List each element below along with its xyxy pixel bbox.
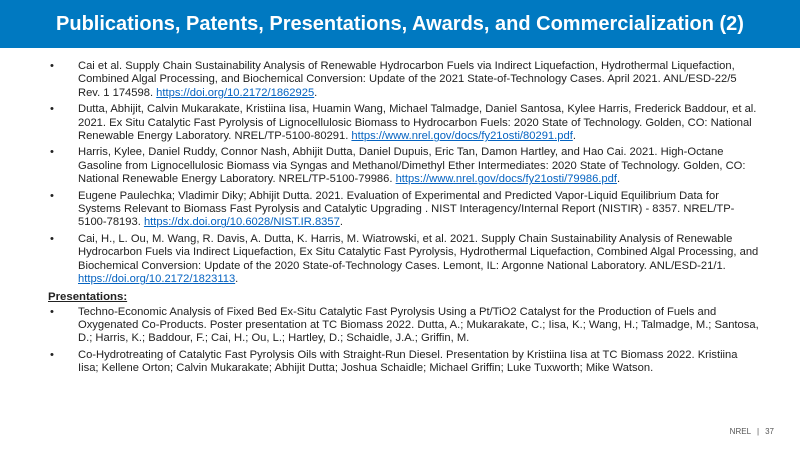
bullet-icon: • <box>50 146 54 159</box>
publication-item <box>48 60 760 100</box>
publication-text: Harris, Kylee, Daniel Ruddy, Connor Nash, Abhijit Dutta, Daniel Dupuis, Eric Tan, Damon Hartley, and Hao Cai. 2021. High-Octane Gasoline from Lignocellulosic Biomass via Syngas and Methanol/Dimethyl Ether Intermediates: 2020 State of Technology. Golden, CO: National Renewable Energy Laboratory. NREL/TP-5100-79986. <box>78 146 746 186</box>
publication-item <box>48 103 760 143</box>
presentation-text: Techno-Economic Analysis of Fixed Bed Ex-Situ Catalytic Fast Pyrolysis Using a Pt/TiO2 Catalyst for the Production of Fuels and Oxygenated Co-Products. Poster presentation at TC Biomass 2022. Dutta, A.; Mukarakate, C.; Iisa, K.; Wang, H.; Talmadge, M.; Santosa, D.; Harris, K.; Baddour, F.; Cai, H.; Ou, L.; Hartley, D.; Schaidle, J.A.; Griffin, M. <box>78 305 759 345</box>
bullet-icon: • <box>50 232 54 245</box>
publication-text: Eugene Paulechka; Vladimir Diky; Abhijit Dutta. 2021. Evaluation of Experimental and Predicted Vapor-Liquid Equilibrium Data for Systems Relevant to Biomass Fast Pyrolysis and Catalytic Upgrading . NIST Interagency/Internal Report (NISTIR) - 8357. NREL/TP-5100-78193. <box>78 189 735 229</box>
publication-link[interactable]: https://doi.org/10.2172/1823113 <box>78 273 236 286</box>
title-bar <box>0 0 800 48</box>
presentations-heading: Presentations: <box>48 290 128 303</box>
publication-suffix: . <box>616 173 621 186</box>
publication-suffix: . <box>314 86 318 99</box>
presentation-item <box>48 306 760 346</box>
publication-link[interactable]: https://dx.doi.org/10.6028/NIST.IR.8357 <box>143 216 340 229</box>
slide-title: Publications, Patents, Presentations, Awards, and Commercialization (2) <box>56 13 744 35</box>
page-number: 37 <box>765 427 774 436</box>
bullet-icon: • <box>50 60 54 72</box>
publication-suffix: . <box>572 130 576 143</box>
presentation-text: Co-Hydrotreating of Catalytic Fast Pyrolysis Oils with Straight-Run Diesel. Presentation by Kristiina Iisa at TC Biomass 2022. Kristiina Iisa; Kellene Orton; Calvin Mukarakate; Abhijit Dutta; Joshua Schaidle; Michael Griffin; Luke Tuxworth; Mike Watson. <box>78 348 738 375</box>
publications-list <box>48 60 760 287</box>
publication-text: Dutta, Abhijit, Calvin Mukarakate, Kristiina Iisa, Huamin Wang, Michael Talmadge, Daniel Santosa, Kylee Harris, Frederick Baddour, et al. 2021. Ex Situ Catalytic Fast Pyrolysis of Lignocellulosic Biomass to Hydrocarbon Fuels: 2020 State of Technology. Golden, CO: National Renewable Energy Laboratory. NREL/TP-5100-80291. <box>78 103 757 143</box>
footer-org: NREL <box>729 427 752 436</box>
presentations-list <box>48 306 760 376</box>
bullet-icon: • <box>50 103 54 116</box>
slide-content <box>48 60 760 379</box>
publication-text: Cai et al. Supply Chain Sustainability Analysis of Renewable Hydrocarbon Fuels via Indirect Liquefaction, Hydrothermal Liquefaction, Combined Algal Processing, and Biochemical Conversion: Update of the 2021 State-of-Technology Cases. April 2021. ANL/ESD-22/5 Rev. 1 174598. <box>78 60 737 99</box>
publication-item <box>48 190 760 230</box>
publication-link[interactable]: https://www.nrel.gov/docs/fy21osti/80291.pdf <box>351 130 573 143</box>
bullet-icon: • <box>50 348 54 361</box>
publication-item <box>48 146 760 186</box>
bullet-icon: • <box>50 305 54 318</box>
publication-suffix: . <box>235 273 239 286</box>
publication-suffix: . <box>339 216 343 229</box>
publication-link[interactable]: https://www.nrel.gov/docs/fy21osti/79986.pdf <box>395 173 617 186</box>
publication-text: Cai, H., L. Ou, M. Wang, R. Davis, A. Dutta, K. Harris, M. Wiatrowski, et al. 2021. Supply Chain Sustainability Analysis of Renewable Hydrocarbon Fuels via Indirect Liquefaction, Ex Situ Catalytic Fast Pyrolysis, Hydrothermal Liquefaction, Combined Algal Processing, and Biochemical Conversion: Update of the 2020 State-of-Technology Cases. Lemont, IL: Argonne National Laboratory. ANL/ESD-21/1. <box>78 232 759 272</box>
bullet-icon: • <box>50 189 54 202</box>
publication-item <box>48 233 760 287</box>
slide-footer <box>730 427 774 436</box>
publication-link[interactable]: https://doi.org/10.2172/1862925 <box>156 86 315 99</box>
footer-separator: | <box>757 427 760 436</box>
presentation-item <box>48 349 760 376</box>
